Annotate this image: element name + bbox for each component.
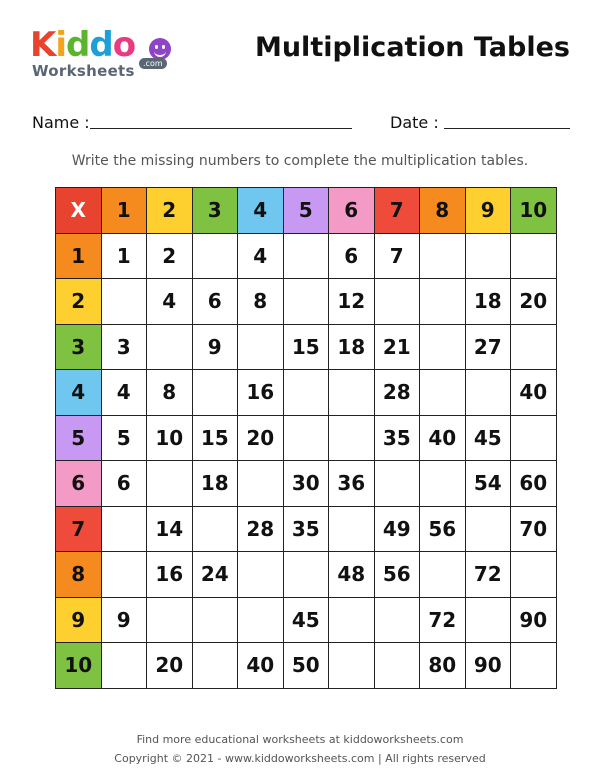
blank-answer-cell[interactable] bbox=[192, 370, 238, 416]
table-cell: 28 bbox=[374, 370, 420, 416]
column-header: 9 bbox=[465, 188, 511, 234]
table-cell: 49 bbox=[374, 506, 420, 552]
blank-answer-cell[interactable] bbox=[147, 597, 193, 643]
table-cell: 18 bbox=[465, 279, 511, 325]
table-cell: 35 bbox=[374, 415, 420, 461]
date-field[interactable] bbox=[444, 128, 570, 129]
table-cell: 2 bbox=[147, 233, 193, 279]
table-cell: 40 bbox=[420, 415, 466, 461]
blank-answer-cell[interactable] bbox=[465, 233, 511, 279]
table-cell: 90 bbox=[511, 597, 557, 643]
table-row bbox=[56, 279, 557, 325]
blank-answer-cell[interactable] bbox=[192, 506, 238, 552]
blank-answer-cell[interactable] bbox=[420, 461, 466, 507]
table-cell: 54 bbox=[465, 461, 511, 507]
table-cell: 28 bbox=[238, 506, 284, 552]
table-cell: 21 bbox=[374, 324, 420, 370]
blank-answer-cell[interactable] bbox=[420, 370, 466, 416]
blank-answer-cell[interactable] bbox=[101, 643, 147, 689]
table-cell: 50 bbox=[283, 643, 329, 689]
table-cell: 72 bbox=[465, 552, 511, 598]
multiplication-table bbox=[55, 187, 557, 689]
kiddo-logo bbox=[30, 25, 180, 80]
row-header: 2 bbox=[56, 279, 102, 325]
column-header: 1 bbox=[101, 188, 147, 234]
table-cell: 16 bbox=[147, 552, 193, 598]
table-row bbox=[56, 370, 557, 416]
blank-answer-cell[interactable] bbox=[283, 552, 329, 598]
blank-answer-cell[interactable] bbox=[420, 324, 466, 370]
column-header: 4 bbox=[238, 188, 284, 234]
logo-letter: i bbox=[55, 25, 67, 65]
blank-answer-cell[interactable] bbox=[147, 324, 193, 370]
table-cell: 20 bbox=[147, 643, 193, 689]
row-header: 5 bbox=[56, 415, 102, 461]
blank-answer-cell[interactable] bbox=[101, 279, 147, 325]
blank-answer-cell[interactable] bbox=[238, 324, 284, 370]
table-cell: 3 bbox=[101, 324, 147, 370]
name-label: Name : bbox=[32, 113, 90, 132]
column-header: 3 bbox=[192, 188, 238, 234]
blank-answer-cell[interactable] bbox=[329, 506, 375, 552]
table-cell: 72 bbox=[420, 597, 466, 643]
blank-answer-cell[interactable] bbox=[192, 643, 238, 689]
blank-answer-cell[interactable] bbox=[238, 552, 284, 598]
table-row bbox=[56, 643, 557, 689]
row-header: 4 bbox=[56, 370, 102, 416]
corner-cell: X bbox=[56, 188, 102, 234]
header-row bbox=[56, 188, 557, 234]
table-cell: 8 bbox=[238, 279, 284, 325]
blank-answer-cell[interactable] bbox=[101, 552, 147, 598]
row-header: 6 bbox=[56, 461, 102, 507]
table-cell: 16 bbox=[238, 370, 284, 416]
table-row bbox=[56, 415, 557, 461]
blank-answer-cell[interactable] bbox=[420, 279, 466, 325]
table-cell: 35 bbox=[283, 506, 329, 552]
table-cell: 80 bbox=[420, 643, 466, 689]
table-cell: 8 bbox=[147, 370, 193, 416]
table-cell: 10 bbox=[147, 415, 193, 461]
table-cell: 4 bbox=[238, 233, 284, 279]
blank-answer-cell[interactable] bbox=[238, 461, 284, 507]
blank-answer-cell[interactable] bbox=[465, 597, 511, 643]
page-title: Multiplication Tables bbox=[254, 32, 570, 63]
table-cell: 14 bbox=[147, 506, 193, 552]
row-header: 3 bbox=[56, 324, 102, 370]
blank-answer-cell[interactable] bbox=[374, 279, 420, 325]
blank-answer-cell[interactable] bbox=[329, 597, 375, 643]
table-cell: 6 bbox=[101, 461, 147, 507]
instructions: Write the missing numbers to complete the multiplication tables. bbox=[71, 153, 529, 169]
logo-letter: d bbox=[89, 25, 113, 65]
blank-answer-cell[interactable] bbox=[374, 461, 420, 507]
blank-answer-cell[interactable] bbox=[329, 415, 375, 461]
logo-wordmark bbox=[30, 25, 136, 65]
footer-line-1: Find more educational worksheets at kiddoworksheets.com bbox=[136, 733, 464, 746]
table-cell: 45 bbox=[465, 415, 511, 461]
table-cell: 36 bbox=[329, 461, 375, 507]
table-cell: 4 bbox=[147, 279, 193, 325]
table-cell: 18 bbox=[192, 461, 238, 507]
blank-answer-cell[interactable] bbox=[283, 415, 329, 461]
table-cell: 90 bbox=[465, 643, 511, 689]
blank-answer-cell[interactable] bbox=[465, 506, 511, 552]
blank-answer-cell[interactable] bbox=[192, 233, 238, 279]
blank-answer-cell[interactable] bbox=[374, 597, 420, 643]
table-cell: 15 bbox=[192, 415, 238, 461]
table-cell: 48 bbox=[329, 552, 375, 598]
logo-letter: K bbox=[30, 25, 56, 65]
blank-answer-cell[interactable] bbox=[374, 643, 420, 689]
table-row bbox=[56, 461, 557, 507]
table-cell: 20 bbox=[511, 279, 557, 325]
table-cell: 6 bbox=[329, 233, 375, 279]
blank-answer-cell[interactable] bbox=[283, 370, 329, 416]
row-header: 1 bbox=[56, 233, 102, 279]
table-cell: 56 bbox=[374, 552, 420, 598]
blank-answer-cell[interactable] bbox=[465, 370, 511, 416]
blank-answer-cell[interactable] bbox=[511, 552, 557, 598]
logo-letter: o bbox=[112, 25, 136, 65]
table-cell: 5 bbox=[101, 415, 147, 461]
row-header: 7 bbox=[56, 506, 102, 552]
column-header: 6 bbox=[329, 188, 375, 234]
blank-answer-cell[interactable] bbox=[511, 643, 557, 689]
table-cell: 4 bbox=[101, 370, 147, 416]
date-label: Date : bbox=[390, 113, 439, 132]
blank-answer-cell[interactable] bbox=[329, 370, 375, 416]
blank-answer-cell[interactable] bbox=[283, 233, 329, 279]
blank-answer-cell[interactable] bbox=[147, 461, 193, 507]
column-header: 5 bbox=[283, 188, 329, 234]
table-cell: 56 bbox=[420, 506, 466, 552]
table-cell: 18 bbox=[329, 324, 375, 370]
table-cell: 45 bbox=[283, 597, 329, 643]
blank-answer-cell[interactable] bbox=[329, 643, 375, 689]
blank-answer-cell[interactable] bbox=[420, 233, 466, 279]
table-row bbox=[56, 506, 557, 552]
table-cell: 24 bbox=[192, 552, 238, 598]
row-header: 8 bbox=[56, 552, 102, 598]
table-cell: 27 bbox=[465, 324, 511, 370]
logo-com-badge: .com bbox=[139, 58, 167, 69]
table-row bbox=[56, 552, 557, 598]
column-header: 7 bbox=[374, 188, 420, 234]
table-cell: 60 bbox=[511, 461, 557, 507]
blank-answer-cell[interactable] bbox=[283, 279, 329, 325]
table-cell: 15 bbox=[283, 324, 329, 370]
blank-answer-cell[interactable] bbox=[511, 233, 557, 279]
blank-answer-cell[interactable] bbox=[101, 506, 147, 552]
table-row bbox=[56, 233, 557, 279]
table-cell: 1 bbox=[101, 233, 147, 279]
blank-answer-cell[interactable] bbox=[192, 597, 238, 643]
footer-line-2: Copyright © 2021 - www.kiddoworksheets.com | All rights reserved bbox=[114, 752, 486, 765]
table-cell: 40 bbox=[511, 370, 557, 416]
column-header: 10 bbox=[511, 188, 557, 234]
blank-answer-cell[interactable] bbox=[511, 324, 557, 370]
table-cell: 12 bbox=[329, 279, 375, 325]
table-row bbox=[56, 324, 557, 370]
table-cell: 70 bbox=[511, 506, 557, 552]
table-cell: 9 bbox=[101, 597, 147, 643]
row-header: 9 bbox=[56, 597, 102, 643]
table-row bbox=[56, 597, 557, 643]
table-cell: 7 bbox=[374, 233, 420, 279]
logo-letter: d bbox=[66, 25, 90, 65]
table-cell: 20 bbox=[238, 415, 284, 461]
logo-subtitle: Worksheets bbox=[32, 62, 135, 80]
row-header: 10 bbox=[56, 643, 102, 689]
smiley-icon bbox=[149, 38, 171, 60]
table-cell: 30 bbox=[283, 461, 329, 507]
blank-answer-cell[interactable] bbox=[511, 415, 557, 461]
blank-answer-cell[interactable] bbox=[420, 552, 466, 598]
table-cell: 9 bbox=[192, 324, 238, 370]
column-header: 8 bbox=[420, 188, 466, 234]
table-cell: 40 bbox=[238, 643, 284, 689]
blank-answer-cell[interactable] bbox=[238, 597, 284, 643]
name-field[interactable] bbox=[90, 128, 352, 129]
column-header: 2 bbox=[147, 188, 193, 234]
table-cell: 6 bbox=[192, 279, 238, 325]
